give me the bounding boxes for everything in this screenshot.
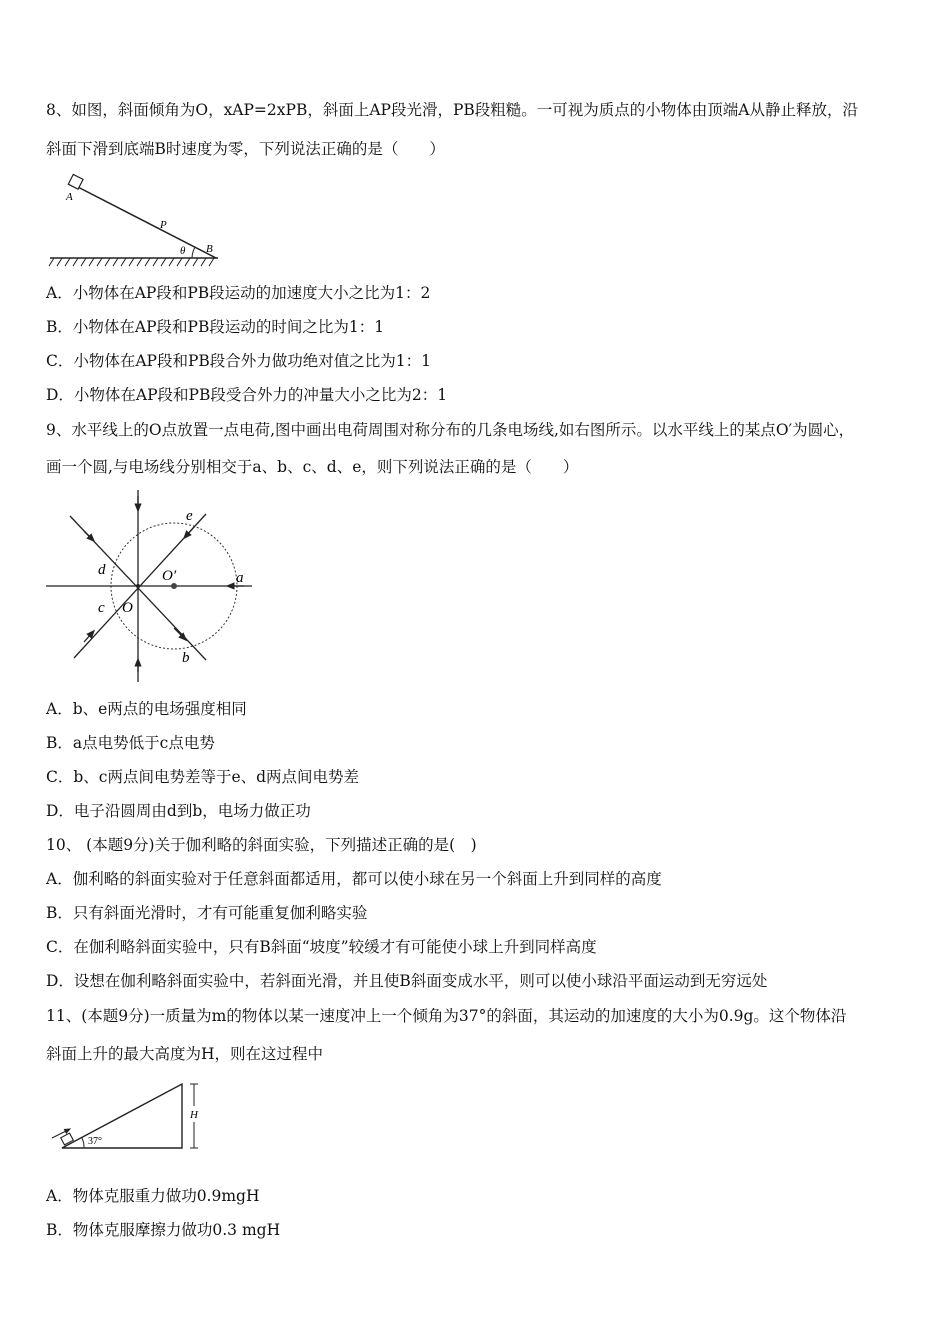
q8-label-theta: θ <box>180 245 186 257</box>
q8-label-b: B <box>206 243 213 255</box>
q10-option-c: C．在伽利略斜面实验中，只有B斜面“坡度”较缓才有可能使小球上升到同样高度 <box>46 938 597 956</box>
q9-option-c: C．b、c两点间电势差等于e、d两点间电势差 <box>46 768 360 786</box>
q8-option-b: B．小物体在AP段和PB段运动的时间之比为1：1 <box>46 318 385 336</box>
q9-label-e: e <box>186 508 193 524</box>
q9-stem-line2: 画一个圆,与电场线分别相交于a、b、c、d、e，则下列说法正确的是（ ） <box>46 458 579 476</box>
q9-field-figure <box>44 488 256 684</box>
q11-option-a: A．物体克服重力做功0.9mgH <box>46 1187 260 1205</box>
q9-label-d: d <box>98 562 106 578</box>
q9-option-d: D．电子沿圆周由d到b，电场力做正功 <box>46 802 311 820</box>
q8-label-p: P <box>160 219 167 231</box>
q10-stem: 10、 (本题9分)关于伽利略的斜面实验，下列描述正确的是( ) <box>46 836 477 854</box>
q9-label-o-prime: O′ <box>162 568 177 584</box>
q10-option-a: A．伽利略的斜面实验对于任意斜面都适用，都可以使小球在另一个斜面上升到同样的高度 <box>46 870 662 888</box>
q10-option-b: B．只有斜面光滑时，才有可能重复伽利略实验 <box>46 904 368 922</box>
q10-option-d: D．设想在伽利略斜面实验中，若斜面光滑，并且使B斜面变成水平，则可以使小球沿平面运动到无穷远处 <box>46 972 768 990</box>
q11-label-h: H <box>190 1109 198 1121</box>
q11-incline-figure <box>50 1080 210 1152</box>
q8-stem-line2: 斜面下滑到底端B时速度为零，下列说法正确的是（ ） <box>46 140 445 158</box>
q9-label-a: a <box>236 570 244 586</box>
q9-label-c: c <box>98 600 105 616</box>
q8-stem-line1: 8、如图，斜面倾角为O，xAP=2xPB，斜面上AP段光滑，PB段粗糙。一可视为质点的小物体由顶端A从静止释放，沿 <box>46 101 858 119</box>
q9-label-b: b <box>182 650 190 666</box>
q8-option-a: A．小物体在AP段和PB段运动的加速度大小之比为1：2 <box>46 284 431 302</box>
q9-option-a: A．b、e两点的电场强度相同 <box>46 700 247 718</box>
q9-stem-line1: 9、水平线上的O点放置一点电荷,图中画出电荷周围对称分布的几条电场线,如右图所示。以水平线上的某点O′为圆心， <box>46 421 855 439</box>
q8-incline-figure <box>46 172 226 268</box>
q11-label-angle: 37° <box>88 1136 102 1147</box>
q11-option-b: B．物体克服摩擦力做功0.3 mgH <box>46 1221 281 1239</box>
q8-label-a: A <box>66 191 73 203</box>
q9-option-b: B．a点电势低于c点电势 <box>46 734 215 752</box>
q8-option-c: C．小物体在AP段和PB段合外力做功绝对值之比为1：1 <box>46 352 432 370</box>
q11-stem-line1: 11、(本题9分)一质量为m的物体以某一速度冲上一个倾角为37°的斜面，其运动的加速度的大小为0.9g。这个物体沿 <box>46 1007 847 1025</box>
q9-label-o: O <box>122 600 133 616</box>
q8-option-d: D．小物体在AP段和PB段受合外力的冲量大小之比为2：1 <box>46 386 448 404</box>
q11-stem-line2: 斜面上升的最大高度为H，则在这过程中 <box>46 1045 324 1063</box>
